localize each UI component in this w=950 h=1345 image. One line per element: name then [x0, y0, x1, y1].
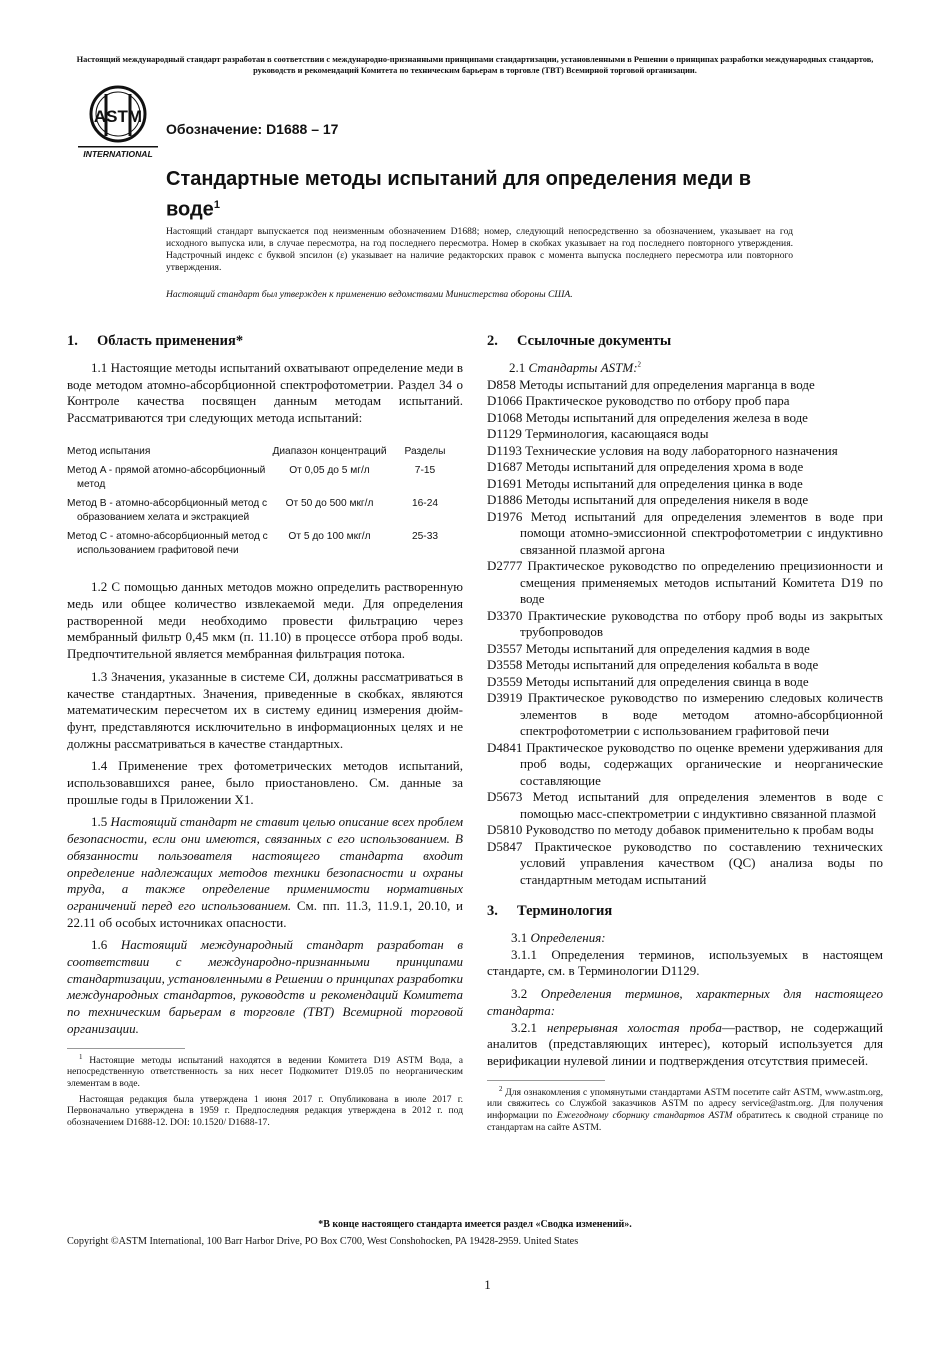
list-item: D3557 Методы испытаний для определения кадмия в воде	[487, 640, 810, 656]
list-item: D1687 Методы испытаний для определения хрома в воде	[487, 459, 804, 474]
title-footnote-mark: 1	[213, 199, 220, 211]
left-column	[67, 332, 463, 1129]
list-item: D858 Методы испытаний для определения марганца в воде	[487, 376, 815, 392]
logo-text: ASTM	[93, 107, 143, 126]
list-item: D5847 Практическое руководство по составлению технических условий управления качеством (QC) анализа воды по стандартным методам испытаний	[487, 838, 883, 887]
list-item: D3558 Методы испытаний для определения кобальта в воде	[487, 657, 819, 672]
paragraph-1-5: 1.5 Настоящий стандарт не ставит целью описание всех проблем безопасности, если они имеются, связанных с его использованием. В обязанности пользователя настоящего стандарта входит определение надлежащих методов техники безопасности и охраны труда, а также определение применимости нормативных ограничений перед его использованием. См. пп. 11.3, 11.9.1, 20.10, и 22.11 об особых источниках опасности.	[67, 814, 463, 930]
top-note: Настоящий международный стандарт разработан в соответствии с международно-признанными принципами стандартизации, установленными в Решении о принципах разработки международных стандартов, руководств и рекомендаций Комитета по техническим барьерам в торговле (TBT) Всемирной торговой организации.	[76, 55, 874, 75]
paragraph-3-2: 3.2 Определения терминов, характерных для настоящего стандарта:	[487, 986, 884, 1018]
paragraph-1-3: 1.3 Значения, указанные в системе СИ, должны рассматриваться в качестве стандартных. Значения, приведенные в скобках, являются математическим пересчетом их в систему единиц измерения дюйм-фунт, представляются исключительно в информационных целях и не должны рассматриваться в качестве стандартных.	[67, 668, 463, 751]
paragraph-1-2: 1.2 С помощью данных методов можно определить растворенную медь или общее количество извлекаемой меди. Для определения растворенной меди необходимо провести фильтрацию через мембранный фильтр 0,45 мкм (п. 11.10) в процессе отбора проб воды. Предпочтительной является мембранная фильтрация потока.	[67, 579, 463, 662]
table-header-method: Метод испытания	[67, 445, 151, 457]
paragraph-1-4: 1.4 Применение трех фотометрических методов испытаний, использовавшихся ранее, было приостановлено. См. данные за прошлые годы в Приложении X1.	[67, 758, 463, 807]
page-number: 1	[484, 1277, 491, 1292]
list-item: D1129 Терминология, касающаяся воды	[487, 426, 709, 441]
list-item: D1066 Практическое руководство по отбору проб пара	[487, 393, 790, 408]
issue-note: Настоящий стандарт выпускается под неизменным обозначением D1688; номер, следующий непосредственно за обозначением, указывает на год исходного выпуска или, в случае пересмотра, на год последнего пересмотра. Номер в скобках указывает на год последнего повторного утверждения. Надстрочный индекс с буквой эпсилон (ε) указывает на наличие редакторских правок с момента выпуска последнего пересмотра или повторного утверждения.	[166, 226, 793, 273]
list-item: D1193 Технические условия на воду лабораторного назначения	[487, 442, 838, 458]
astm-logo	[76, 84, 160, 160]
footnote-2: $^2$ Для ознакомления с упомянутыми стандартами ASTM посетите сайт ASTM, www.astm.org, или свяжитесь со Службой заказчиков ASTM по адресу service@astm.org. Для получения информации по Ежегодному сборнику стандартов ASTM обратитесь к сводной странице по стандартам на сайте ASTM.	[487, 1084, 883, 1133]
list-item: D1691 Методы испытаний для определения цинка в воде	[487, 475, 803, 491]
table-header-range: Диапазон концентраций	[272, 445, 387, 457]
list-item: D1886 Методы испытаний для определения никеля в воде	[487, 492, 809, 507]
table-header-sections: Разделы	[404, 445, 446, 457]
title-text: Стандартные методы испытаний для определения меди в воде	[166, 168, 752, 221]
list-item: D5810 Руководство по методу добавок применительно к пробам воды	[487, 822, 874, 837]
paragraph-3-1: 3.1 Определения:	[511, 930, 606, 945]
astm-standards-subhead: 2.1 Стандарты ASTM:$^2$	[509, 360, 642, 375]
list-item: D4841 Практическое руководство по оценке времени удерживания для проб воды, содержащих органические и неорганические составляющие	[487, 739, 883, 788]
dod-note: Настоящий стандарт был утвержден к применению ведомствами Министерства обороны США.	[166, 289, 573, 300]
paragraph-3-2-1: 3.2.1 непрерывная холостая проба—раствор, не содержащий аналитов (представляющих интерес), который используется для верификации нулевой линии и подтверждения отсутствия примесей.	[487, 1019, 883, 1068]
list-item: D1976 Метод испытаний для определения элементов в воде при помощи атомно-эмиссионной спектрофотометрии с индуктивно связанной плазмой аргона	[487, 508, 883, 557]
logo-subtext: INTERNATIONAL	[83, 149, 153, 159]
table-row: Метод C - атомно-абсорбционный метод с использованием графитовой печи От 5 до 100 мкг/л 25-33	[67, 531, 439, 556]
terminology-heading: 3. Терминология	[487, 903, 613, 919]
paragraph-1-6: 1.6 Настоящий международный стандарт разработан в соответствии с международно-признанными принципами стандартизации, установленными в Решении о принципах разработки международных стандартов, руководств и рекомендаций Комитета по техническим барьерам в торговле (TBT) Всемирной торговой организации.	[67, 937, 463, 1036]
copyright: Copyright ©ASTM International, 100 Barr Harbor Drive, PO Box C700, West Conshohocken, PA 19428-2959. United States	[67, 1236, 579, 1247]
right-column	[487, 332, 883, 1133]
list-item: D1068 Методы испытаний для определения железа в воде	[487, 409, 808, 425]
footnote-1: $^1$ Настоящие методы испытаний находятся в ведении Комитета D19 ASTM Вода, а непосредственную ответственность за них несет Подкомитет D19.05 по неорганическим элементам в воде.	[67, 1052, 464, 1089]
paragraph-3-1-1: 3.1.1 Определения терминов, используемых в настоящем стандарте, см. в Терминологии D1129.	[487, 946, 883, 979]
list-item: D3919 Практическое руководство по измерению следовых количеств элементов в воде методом атомно-абсорбционной спектрофотометрии с использованием графитовой печи	[487, 690, 883, 738]
list-item: D2777 Практическое руководство по определению прецизионности и смещения применяемых методов испытаний Комитета D19 по воде	[487, 558, 883, 606]
reference-list	[465, 377, 883, 889]
list-item: D3559 Методы испытаний для определения свинца в воде	[487, 673, 809, 689]
page-title	[166, 166, 806, 223]
paragraph-1-1: 1.1 Настоящие методы испытаний охватывают определение меди в воде методом атомно-абсорбционной спектрофотометрии. Раздел 34 о Контроле качества посвящен данным методам испытаний. Рассматриваются три следующих метода испытаний:	[67, 360, 463, 426]
table-row: Метод B - атомно-абсорбционный метод с образованием хелата и экстракцией От 50 до 500 мкг/л 16-24	[67, 498, 439, 523]
footnote-rule	[487, 1080, 605, 1081]
table-row: Метод A - прямой атомно-абсорбционный метод От 0,05 до 5 мг/л 7-15	[67, 465, 436, 490]
list-item: D5673 Метод испытаний для определения элементов в воде с помощью масс-спектрометрии с индуктивно связанной плазмой	[487, 789, 883, 821]
list-item: D3370 Практические руководства по отбору проб воды из закрытых трубопроводов	[487, 607, 883, 639]
references-heading: 2. Ссылочные документы	[487, 333, 672, 349]
summary-of-changes-note: *В конце настоящего стандарта имеется раздел «Сводка изменений».	[318, 1219, 632, 1230]
methods-table	[67, 441, 463, 564]
footnote-1b: Настоящая редакция была утверждена 1 июня 2017 г. Опубликована в июле 2017 г. Первоначально утверждена в 1959 г. Предпоследняя редакция утверждена в 2012 г. под обозначением D1688-12. DOI: 10.1520/ D1688-17.	[67, 1093, 463, 1129]
footnote-rule	[67, 1048, 185, 1049]
designation: Обозначение: D1688 – 17	[166, 121, 339, 137]
scope-heading: 1. Область применения*	[67, 333, 244, 349]
